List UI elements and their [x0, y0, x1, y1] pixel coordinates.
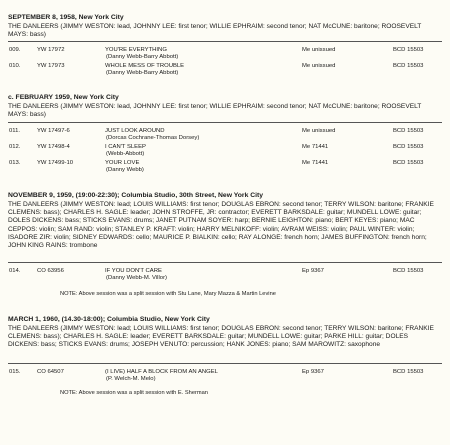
issue-number: Me unissued [302, 47, 336, 53]
matrix-number: YW 17497-6 [37, 128, 70, 134]
composer-credit: (Danny Webb-M. Villor) [106, 275, 167, 281]
track-number: 009. [9, 47, 21, 53]
composer-credit: (Dorcas Cochrane-Thomas Dorsey) [106, 135, 200, 141]
issue-number: Me 71441 [302, 160, 329, 166]
track-title: YOUR LOVE [105, 160, 140, 166]
matrix-number: YW 17498-4 [37, 144, 70, 150]
track-title: JUST LOOK AROUND [105, 128, 165, 134]
session-header: SEPTEMBER 8, 1958, New York City [8, 14, 124, 21]
composer-credit: (Danny Webb-Barry Abbott) [106, 70, 179, 76]
track-title: IF YOU DON'T CARE [105, 268, 162, 274]
issue-number: Ep 9367 [302, 369, 324, 375]
session-personnel: THE DANLEERS (JIMMY WESTON: lead, JOHNNY LEE: first tenor; WILLIE EPHRAIM: second tenor; NAT McCUNE: baritone; ROOSEVELT MAYS: bass) [8, 23, 422, 39]
cd-number: BCD 15503 [393, 144, 424, 150]
divider [8, 363, 442, 364]
track-title: WHOLE MESS OF TROUBLE [105, 63, 185, 69]
track-row [0, 47, 450, 63]
track-number: 011. [9, 128, 21, 134]
cd-number: BCD 15503 [393, 63, 424, 69]
track-row [0, 160, 450, 176]
track-title: I CAN'T SLEEP [105, 144, 146, 150]
cd-number: BCD 15503 [393, 160, 424, 166]
cd-number: BCD 15503 [393, 369, 424, 375]
divider [8, 262, 442, 263]
track-number: 013. [9, 160, 21, 166]
matrix-number: CO 63956 [37, 268, 64, 274]
track-number: 015. [9, 369, 21, 375]
matrix-number: YW 17973 [37, 63, 65, 69]
track-title: (I LIVE) HALF A BLOCK FROM AN ANGEL [105, 369, 218, 375]
session-note: NOTE: Above session was a split session with Stu Lane, Mary Mazza & Martin Levine [60, 291, 276, 297]
cd-number: BCD 15503 [393, 128, 424, 134]
session-header: c. FEBRUARY 1959, New York City [8, 94, 119, 101]
session-personnel: THE DANLEERS (JIMMY WESTON: lead; LOUIS WILLIAMS: first tenor; DOUGLAS EBRON: second tenor; TERRY WILSON: baritone; FRANKIE CLEMENS: bass); CHARLES H. SAGLE: leader; JOHN STROFFE, JR: contractor; EVERETT BARKSDALE: guitar; MUNDELL LOWE: guitar; DOLES DICKENS: bass; STICKS EVANS: drums; JANET PUTNAM SOYER: harp; BERNIE LEIGHTON: piano; BERT KEYES: piano; MAC CEPPOS: violin; SAM RAND: violin; STANLEY P. KRAFT: violin; HARRY MELNIKOFF: violin; AVRAM WEISS: violin; PAUL WINTER: violin; ISADORE ZIR: violin; SIDNEY EDWARDS: cello; MAURICE P. BIALKIN: cello; RAY ALONGE: french horn; JAMES BUFFINGTON: french horn; JOHN KING RAINS: trombone [8, 201, 434, 250]
track-row [0, 268, 450, 284]
track-number: 014. [9, 268, 21, 274]
track-number: 012. [9, 144, 21, 150]
divider [8, 41, 442, 42]
issue-number: Me unissued [302, 128, 336, 134]
issue-number: Me unissued [302, 63, 336, 69]
composer-credit: (P. Welch-M. Melo) [106, 376, 156, 382]
session-note: NOTE: Above session was a split session with E. Sherman [60, 390, 208, 396]
session-header: NOVEMBER 9, 1959, (19:00-22:30); Columbia Studio, 30th Street, New York City [8, 192, 264, 199]
session-personnel: THE DANLEERS (JIMMY WESTON: lead, JOHNNY LEE: first tenor; WILLIE EPHRAIM: second tenor; NAT McCUNE: baritone; ROOSEVELT MAYS: bass) [8, 103, 422, 119]
matrix-number: CO 64507 [37, 369, 64, 375]
session-personnel: THE DANLEERS (JIMMY WESTON: lead; LOUIS WILLIAMS: first tenor; DOUGLAS EBRON: second tenor; TERRY WILSON: baritone; FRANKIE CLEMENS: bass); CHARLES H. SAGLE: leader; EVERETT BARKSDALE: guitar; MUNDELL LOWE: guitar; PARKE HILL: guitar; DOLES DICKENS: bass; STICKS EVANS: drums; JOSEPH VENUTO: percussion; HANK JONES: piano; SAM MAROWITZ: saxophone [8, 325, 434, 349]
matrix-number: YW 17499-10 [37, 160, 74, 166]
composer-credit: (Danny Webb) [106, 167, 144, 173]
cd-number: BCD 15503 [393, 268, 424, 274]
composer-credit: (Webb-Abbott) [106, 151, 145, 157]
track-row [0, 63, 450, 79]
cd-number: BCD 15503 [393, 47, 424, 53]
track-row [0, 128, 450, 144]
track-row [0, 369, 450, 385]
matrix-number: YW 17972 [37, 47, 65, 53]
issue-number: Me 71441 [302, 144, 329, 150]
track-number: 010. [9, 63, 21, 69]
divider [8, 122, 442, 123]
composer-credit: (Danny Webb-Barry Abbott) [106, 54, 179, 60]
session-header: MARCH 1, 1960, (14.30-18:00); Columbia Studio, New York City [8, 316, 210, 323]
track-row [0, 144, 450, 160]
track-title: YOU'RE EVERYTHING [105, 47, 167, 53]
issue-number: Ep 9367 [302, 268, 324, 274]
